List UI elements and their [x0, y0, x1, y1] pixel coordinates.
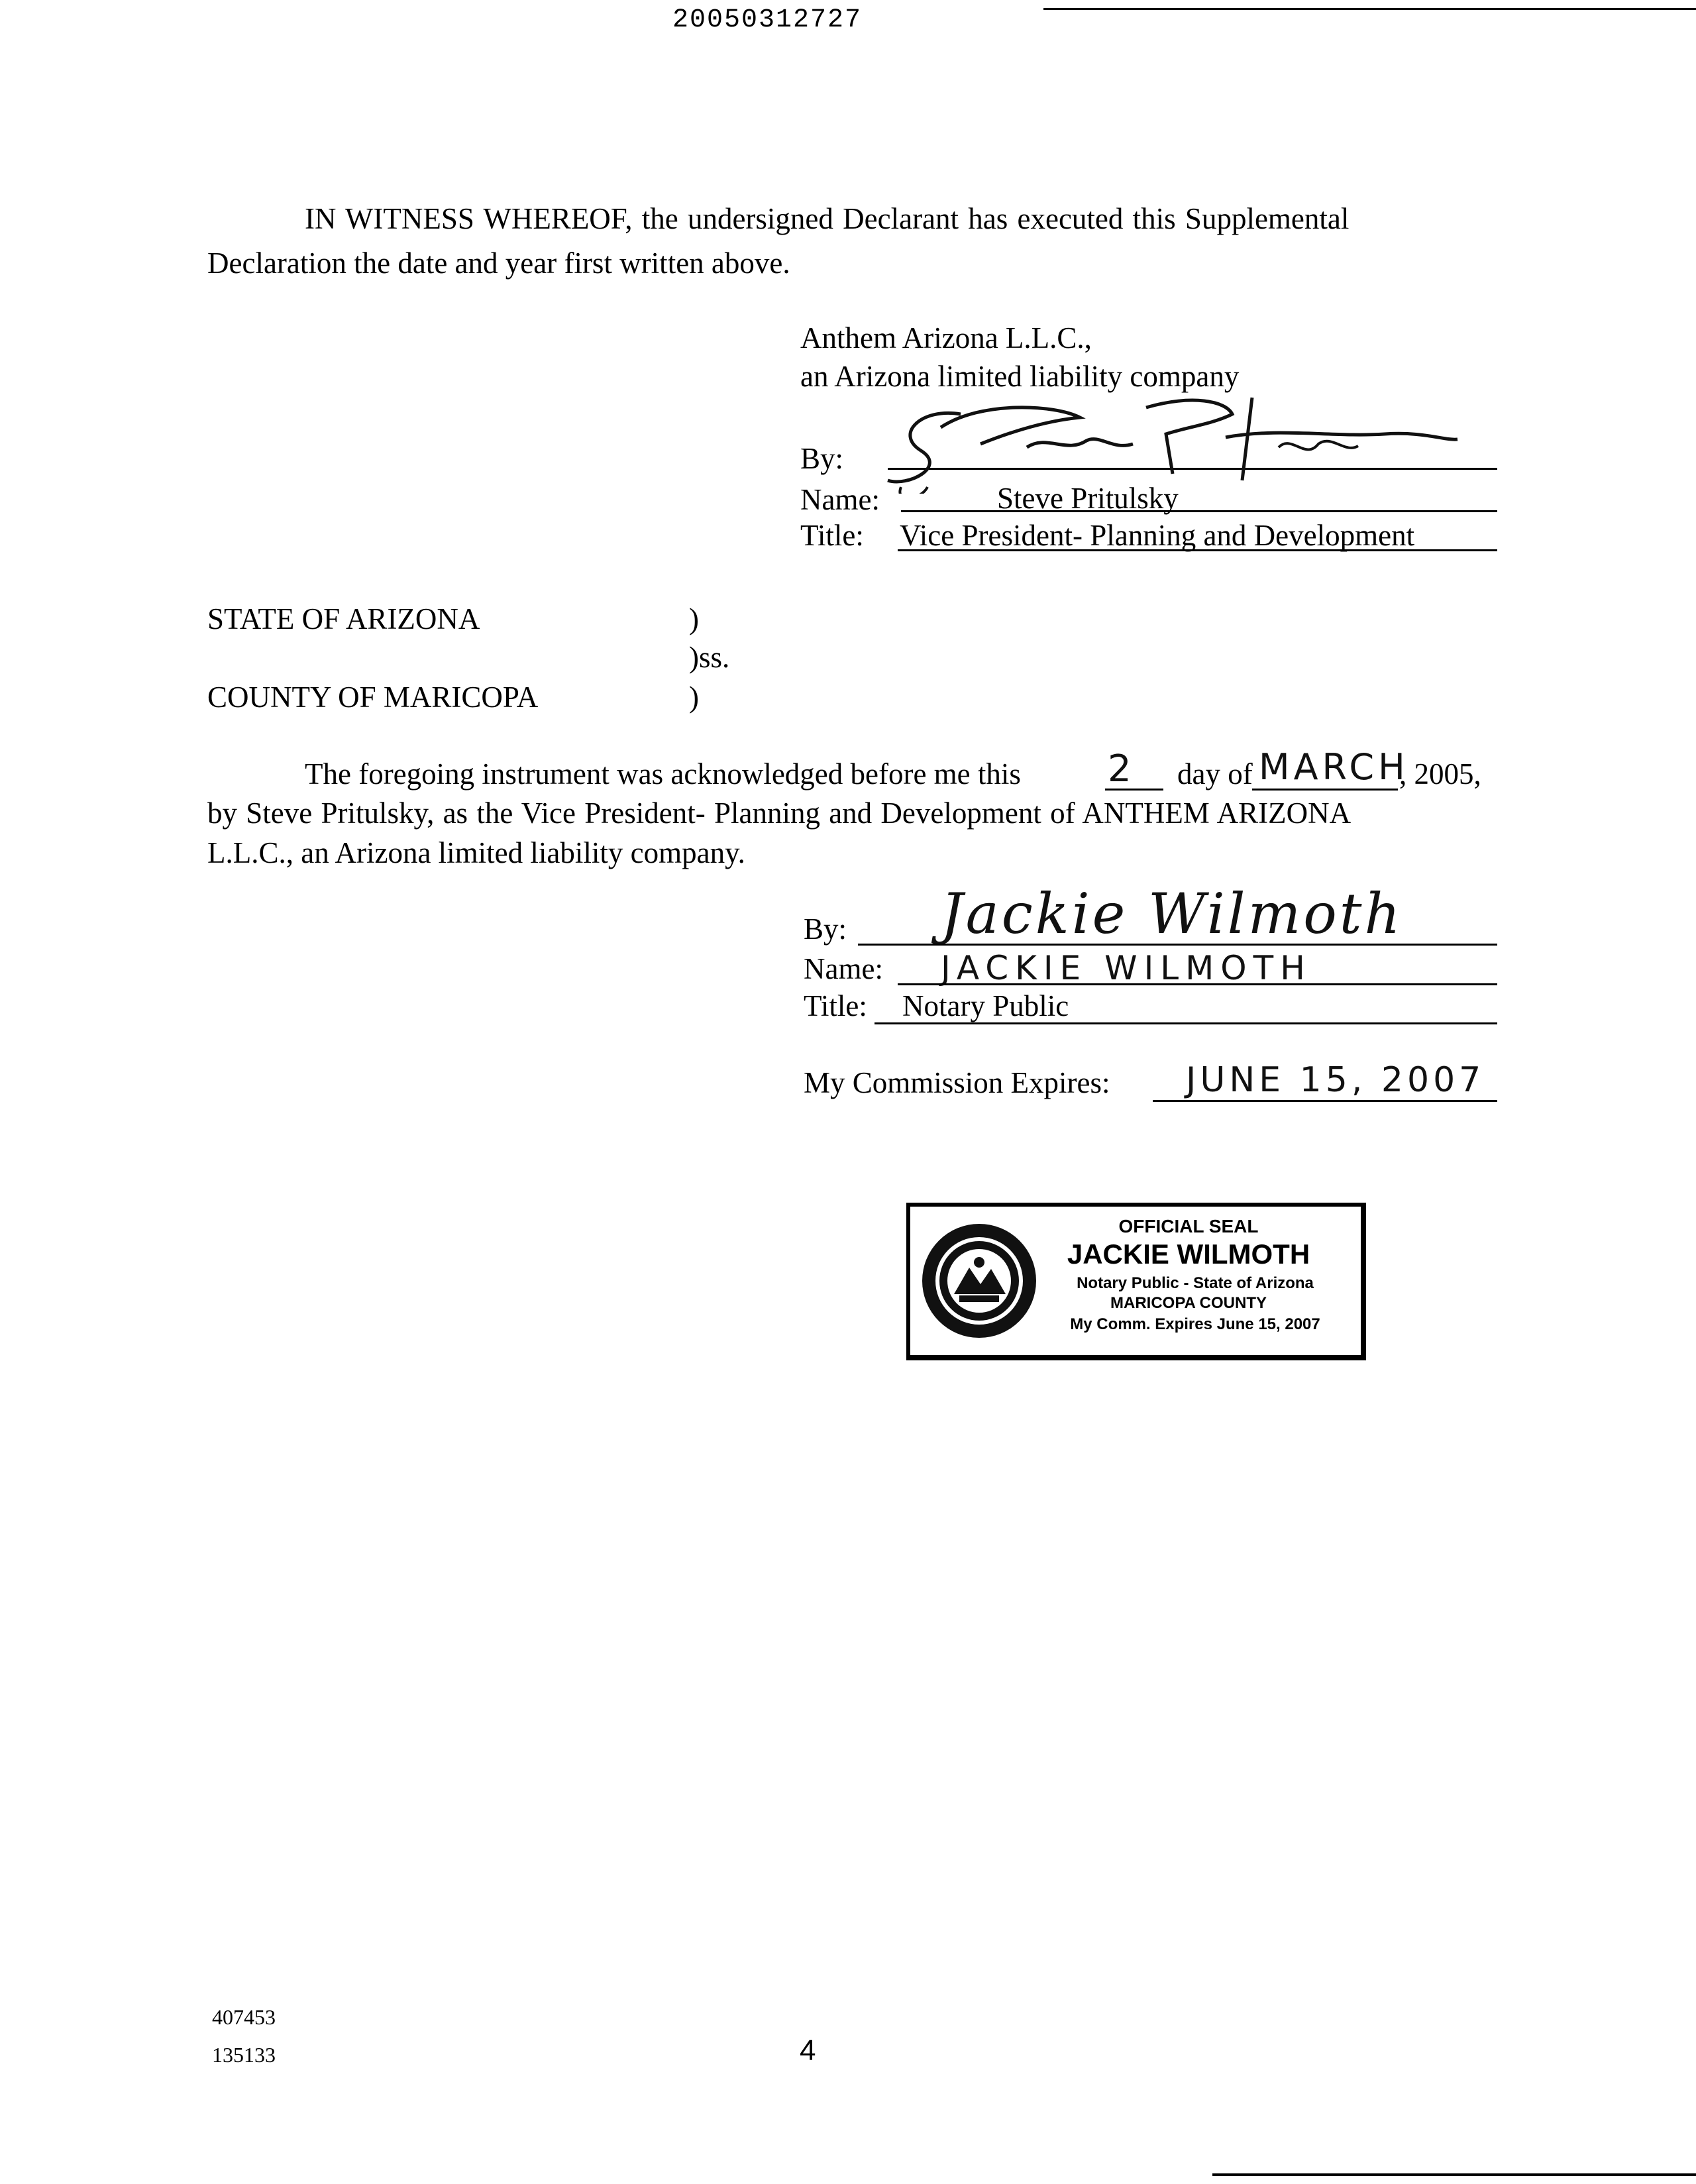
- company-signer-title: Vice President- Planning and Development: [900, 519, 1415, 552]
- venue-paren-top: ): [689, 602, 699, 635]
- notary-signature: Jackie Wilmoth: [941, 881, 1403, 946]
- notary-name-value: JACKIE WILMOTH: [941, 949, 1312, 987]
- footer-code-1: 407453: [212, 2005, 276, 2029]
- seal-official-label: OFFICIAL SEAL: [1118, 1216, 1259, 1236]
- ack-line-1c: , 2005,: [1399, 757, 1481, 791]
- commission-label: My Commission Expires:: [804, 1066, 1110, 1099]
- document-number: 20050312727: [672, 5, 863, 35]
- ack-line-1b: day of: [1177, 757, 1253, 791]
- page-number: 4: [800, 2034, 816, 2067]
- ack-day-line: [1105, 789, 1163, 791]
- ack-line-1a: The foregoing instrument was acknowledged before me this: [305, 757, 1021, 791]
- company-title-label: Title:: [800, 519, 864, 552]
- arizona-seal-emblem: [920, 1221, 1039, 1340]
- company-name: Anthem Arizona L.L.C.,: [800, 321, 1092, 355]
- venue-paren-bottom: ): [689, 681, 699, 714]
- official-seal: [906, 1203, 1366, 1360]
- seal-notary-state: Notary Public - State of Arizona: [1077, 1274, 1314, 1292]
- notary-name-line: [898, 983, 1497, 985]
- commission-value: JUNE 15, 2007: [1186, 1060, 1485, 1100]
- seal-notary-name: JACKIE WILMOTH: [1067, 1238, 1310, 1270]
- company-signature-drawing: [881, 388, 1464, 494]
- notary-name-label: Name:: [804, 952, 883, 985]
- venue-state: STATE OF ARIZONA: [207, 602, 480, 635]
- top-rule: [1043, 8, 1696, 10]
- seal-expiration: My Comm. Expires June 15, 2007: [1070, 1315, 1320, 1333]
- company-name-line: [901, 510, 1497, 512]
- company-by-label: By:: [800, 442, 844, 475]
- seal-county: MARICOPA COUNTY: [1110, 1294, 1267, 1312]
- ack-month-line: [1252, 789, 1398, 791]
- ack-line-3: L.L.C., an Arizona limited liability company.: [207, 836, 745, 869]
- company-name-label: Name:: [800, 483, 880, 516]
- witness-line-1: IN WITNESS WHEREOF, the undersigned Declarant has executed this Supplemental: [305, 202, 1350, 235]
- venue-county: COUNTY OF MARICOPA: [207, 681, 539, 714]
- ack-day-value: 2: [1108, 747, 1138, 791]
- notary-title-label: Title:: [804, 989, 867, 1022]
- ack-month-value: MARCH: [1259, 746, 1409, 788]
- company-title-line: [898, 549, 1497, 551]
- company-signer-name: Steve Pritulsky: [997, 482, 1179, 515]
- company-type: an Arizona limited liability company: [800, 360, 1240, 393]
- witness-line-2: Declaration the date and year first written above.: [207, 246, 790, 280]
- venue-ss: )ss.: [689, 641, 730, 674]
- notary-title-line: [874, 1022, 1497, 1024]
- footer-code-2: 135133: [212, 2043, 276, 2067]
- bottom-scan-edge: [1212, 2173, 1696, 2176]
- notary-title-value: Notary Public: [902, 989, 1069, 1022]
- ack-line-2: by Steve Pritulsky, as the Vice President- Planning and Development of ANTHEM ARIZONA: [207, 796, 1352, 830]
- notary-by-label: By:: [804, 912, 847, 946]
- notary-signature-line: [858, 944, 1497, 946]
- commission-line: [1153, 1100, 1497, 1102]
